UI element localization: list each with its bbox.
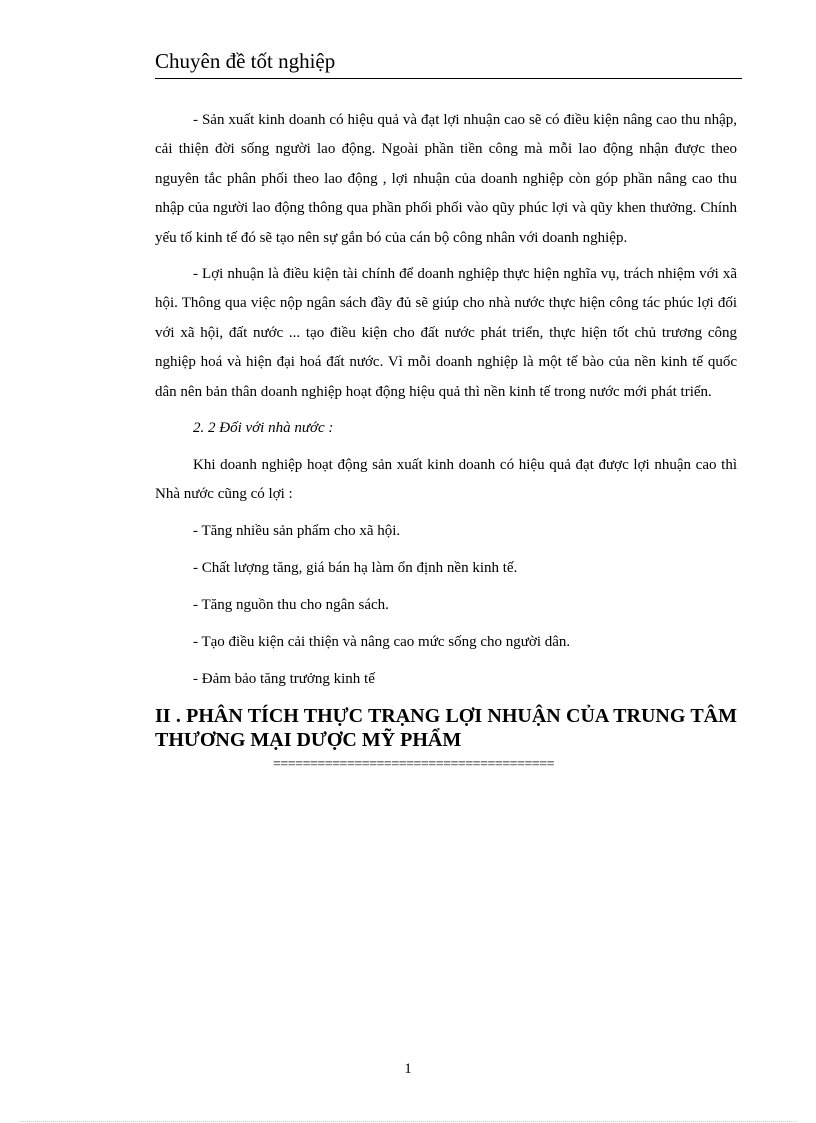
list-item: - Chất lượng tăng, giá bán hạ làm ổn định nền kinh tế.	[193, 559, 518, 576]
list-item: - Tạo điều kiện cải thiện và nâng cao mức sống cho người dân.	[193, 633, 571, 650]
list-item: - Đảm bảo tăng trưởng kinh tế	[193, 670, 375, 687]
list-item: - Tăng nguồn thu cho ngân sách.	[193, 596, 389, 613]
subsection-heading: 2. 2 Đối với nhà nước :	[193, 420, 334, 437]
list-item: - Tăng nhiều sản phẩm cho xã hội.	[193, 522, 401, 539]
body-paragraph: - Lợi nhuận là điều kiện tài chính để doanh nghiệp thực hiện nghĩa vụ, trách nhiệm với xã hội. Thông qua việc nộp ngân sách đầy đủ sẽ giúp cho nhà nước thực hiện công tác phúc lợi đối với xã hội, đất nước ... tạo điều kiện cho đất nước phát triển, thực hiện tốt chủ trương công nghiệp hoá và hiện đại hoá đất nước. Vì mỗi doanh nghiệp là một tế bào của nền kinh tế quốc dân nên bản thân doanh nghiệp hoạt động hiệu quả thì nền kinh tế trong nước mới phát triển.	[155, 266, 737, 400]
section-underline: ======================================	[273, 756, 555, 772]
page-bottom-edge	[20, 1121, 796, 1122]
body-paragraph: - Sản xuất kinh doanh có hiệu quả và đạt lợi nhuận cao sẽ có điều kiện nâng cao thu nhập, cải thiện đời sống người lao động. Ngoài phần tiền công mà mỗi lao động nhận được theo nguyên tắc phân phối theo lao động , lợi nhuận của doanh nghiệp còn góp phần nâng cao thu nhập của người lao động thông qua phần phối phối vào qũy phúc lợi và qũy khen thưởng. Chính yếu tố kinh tế đó sẽ tạo nên sự gắn bó của cán bộ công nhân với doanh nghiệp.	[155, 112, 737, 246]
intro-paragraph: Khi doanh nghiệp hoạt động sản xuất kinh doanh có hiệu quả đạt được lợi nhuận cao thì Nhà nước cũng có lợi :	[155, 457, 737, 503]
header-title: Chuyên đề tốt nghiệp	[155, 49, 336, 73]
page-header	[155, 48, 742, 79]
page-number: 1	[404, 1061, 412, 1077]
page-body	[155, 106, 737, 772]
section-heading: II . PHÂN TÍCH THỰC TRẠNG LỢI NHUẬN CỦA TRUNG TÂM THƯƠNG MẠI DƯỢC MỸ PHẨM	[155, 704, 737, 751]
